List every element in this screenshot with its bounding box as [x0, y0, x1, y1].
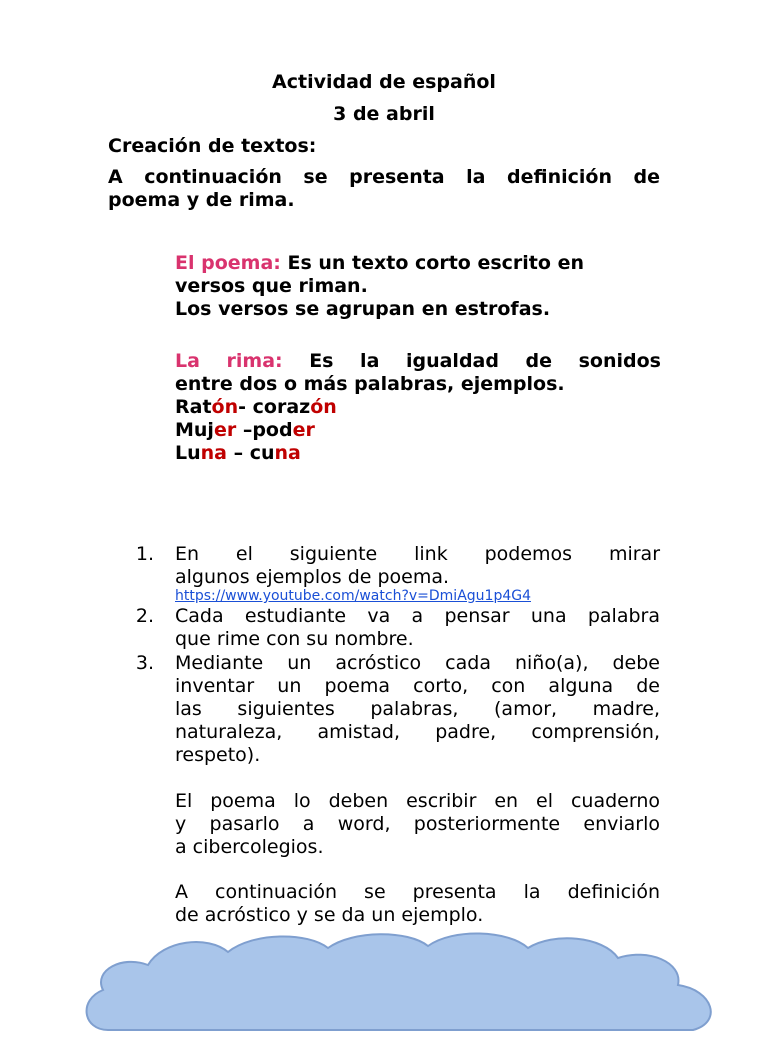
rhyme-ending: er — [292, 419, 315, 441]
list-item-line: algunos ejemplos de poema. — [175, 566, 450, 588]
rhyme-part: –pod — [236, 419, 293, 441]
rhyme-part: - coraz — [238, 396, 311, 418]
list-item-line: Cada estudiante va a pensar una palabra — [175, 605, 660, 627]
rhyme-part: Rat — [175, 396, 212, 418]
document-date: 3 de abril — [333, 103, 435, 125]
acrostic-intro-paragraph — [130, 881, 660, 927]
list-number: 1. — [135, 543, 154, 565]
rhyme-part: Lu — [175, 442, 201, 464]
poema-definition-line-1 — [175, 252, 661, 275]
list-number: 3. — [135, 652, 154, 674]
poema-def-text-3: Los versos se agrupan en estrofas. — [175, 298, 551, 320]
intro-line-2: poema y de rima. — [108, 189, 295, 211]
activity-list — [130, 543, 660, 926]
rhyme-example — [175, 442, 301, 465]
section-heading: Creación de textos: — [108, 135, 317, 157]
rhyme-ending: ón — [211, 396, 239, 418]
youtube-link[interactable]: https://www.youtube.com/watch?v=DmiAgu1p4G4 — [175, 588, 531, 604]
rima-def-text-2: entre dos o más palabras, ejemplos. — [175, 373, 565, 395]
poema-def-text-2: versos que riman. — [175, 275, 368, 297]
list-item-line: Mediante un acróstico cada niño(a), debe — [175, 652, 660, 674]
list-item-line: inventar un poema corto, con alguna de — [175, 675, 660, 697]
paragraph-line: y pasarlo a word, posteriormente enviarlo — [175, 813, 660, 835]
rhyme-part: – cu — [227, 442, 275, 464]
rhyme-ending: er — [213, 419, 237, 441]
list-item-line: En el siguiente link podemos mirar — [175, 543, 660, 565]
paragraph-line: A continuación se presenta la definición — [175, 881, 660, 903]
rima-label: La rima: — [175, 350, 283, 372]
rhyme-example — [175, 396, 337, 419]
poema-label: El poema: — [175, 252, 281, 274]
list-item-line: respeto). — [175, 744, 261, 766]
rima-def-text-1: Es la igualdad de sonidos — [282, 350, 661, 372]
cloud-body — [87, 933, 711, 1030]
rhyme-ending: na — [200, 442, 227, 464]
rhyme-ending: ón — [310, 396, 337, 418]
intro-line-1: A continuación se presenta la definición de — [108, 166, 660, 188]
rima-definition-line-1 — [175, 350, 661, 373]
poema-def-text-1: Es un texto corto escrito en — [280, 252, 584, 274]
list-item — [130, 652, 660, 767]
rhyme-part: Muj — [175, 419, 214, 441]
list-item-line: que rime con su nombre. — [175, 628, 414, 650]
list-item-line: las siguientes palabras, (amor, madre, — [175, 698, 660, 720]
rhyme-example — [175, 419, 315, 442]
paragraph-line: El poema lo deben escribir en el cuaderno — [175, 790, 660, 812]
list-item-line: naturaleza, amistad, padre, comprensión, — [175, 721, 660, 743]
list-item — [130, 543, 660, 603]
document-title: Actividad de español — [272, 71, 496, 93]
paragraph-line: a cibercolegios. — [175, 836, 324, 858]
list-number: 2. — [135, 605, 154, 627]
list-item — [130, 605, 660, 651]
instructions-paragraph — [130, 790, 660, 859]
paragraph-line: de acróstico y se da un ejemplo. — [175, 904, 484, 926]
rhyme-ending: na — [274, 442, 301, 464]
